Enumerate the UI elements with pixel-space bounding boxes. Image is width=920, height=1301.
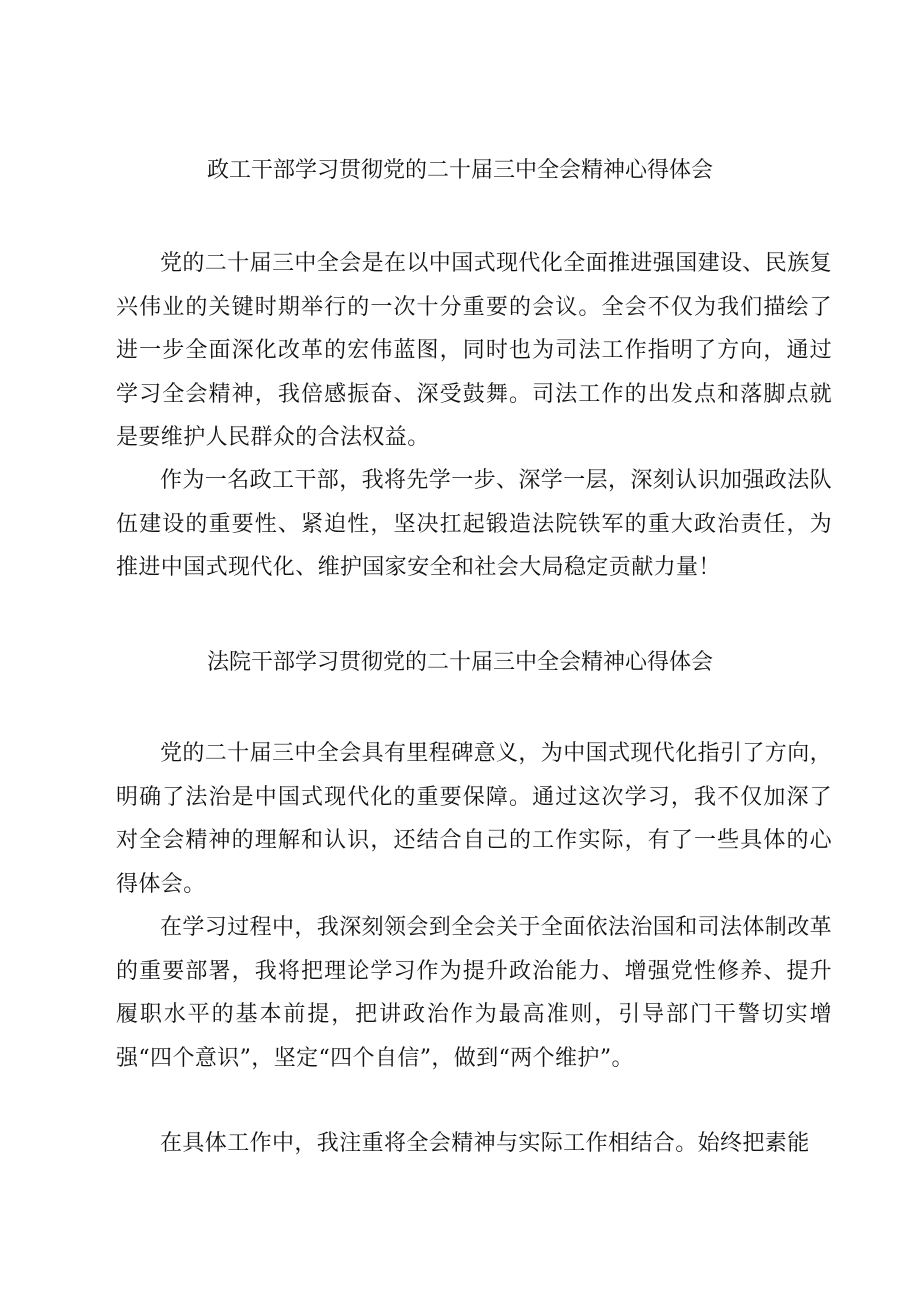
paragraph: 作为一名政工干部，我将先学一步、深学一层，深刻认识加强政法队伍建设的重要性、紧迫性，坚决扛起锻造法院铁军的重大政治责任，为推进中国式现代化、维护国家安全和社会大局稳定贡献力量！ <box>116 468 833 580</box>
paragraph: 在学习过程中，我深刻领会到全会关于全面依法治国和司法体制改革的重要部署，我将把理论学习作为提升政治能力、增强党性修养、提升履职水平的基本前提，把讲政治作为最高准则，引导部门干警切实增强“四个意识”，坚定“四个自信”，做到“两个维护”。 <box>116 915 833 1071</box>
section-title-court-cadre: 法院干部学习贯彻党的二十届三中全会精神心得体会 <box>206 650 713 675</box>
paragraph: 在具体工作中，我注重将全会精神与实际工作相结合。始终把素能 <box>160 1131 810 1156</box>
section-title-political-cadre: 政工干部学习贯彻党的二十届三中全会精神心得体会 <box>206 158 713 183</box>
paragraph: 党的二十届三中全会具有里程碑意义，为中国式现代化指引了方向，明确了法治是中国式现代化的重要保障。通过这次学习，我不仅加深了对全会精神的理解和认识，还结合自己的工作实际，有了一些具体的心得体会。 <box>116 741 833 897</box>
paragraph: 党的二十届三中全会是在以中国式现代化全面推进强国建设、民族复兴伟业的关键时期举行的一次十分重要的会议。全会不仅为我们描绘了进一步全面深化改革的宏伟蓝图，同时也为司法工作指明了方向，通过学习全会精神，我倍感振奋、深受鼓舞。司法工作的出发点和落脚点就是要维护人民群众的合法权益。 <box>116 251 833 450</box>
